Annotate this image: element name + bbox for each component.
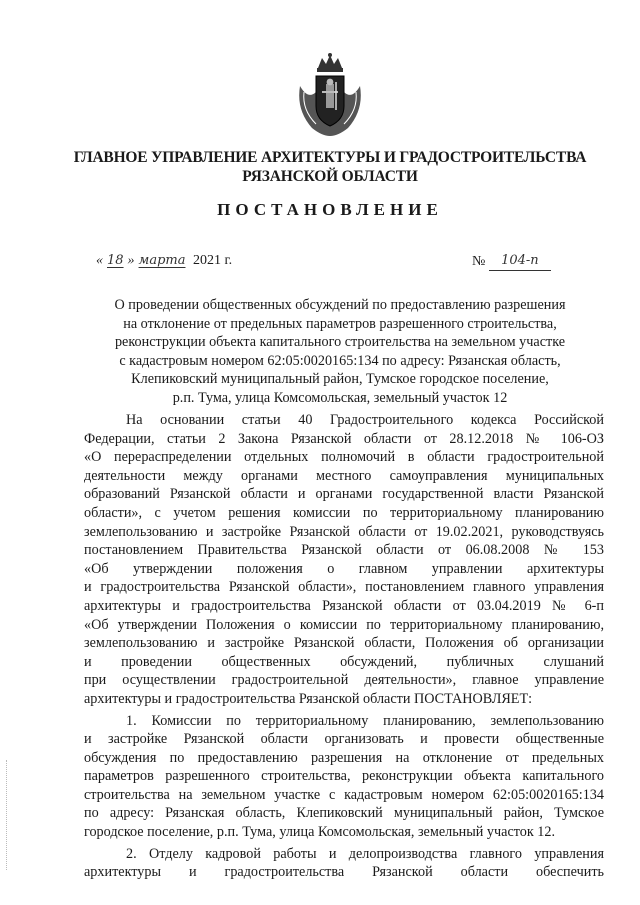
body-line: городское поселение, р.п. Тума, улица Комсомольская, земельный участок 12. bbox=[84, 824, 556, 841]
subject-line: на отклонение от предельных параметров разрешенного строительства, bbox=[123, 315, 557, 332]
body-line: Федерации, статьи 2 Закона Рязанской области от 28.12.2018 № 106-ОЗ bbox=[84, 430, 604, 447]
body-line: архитектуры и градостроительства Рязанской области обеспечить bbox=[84, 864, 604, 881]
document-body bbox=[84, 411, 604, 882]
number-handwritten: 104-п bbox=[501, 253, 539, 268]
body-line: параметров разрешенного строительства, реконструкции объекта капитального bbox=[84, 768, 604, 785]
document-title: ПОСТАНОВЛЕНИЕ bbox=[217, 200, 443, 219]
subject-line: реконструкции объекта капитального строительства на земельном участке bbox=[114, 334, 566, 351]
subject-line: О проведении общественных обсуждений по предоставлению разрешения bbox=[114, 297, 566, 313]
number-label: № bbox=[472, 254, 486, 269]
organization-name-line2: РЯЗАНСКОЙ ОБЛАСТИ bbox=[242, 168, 418, 185]
body-line: архитектуры и градостроительства Рязанской области от 03.04.2019 № 6-п bbox=[84, 597, 604, 614]
body-line: На основании статьи 40 Градостроительного кодекса Российской bbox=[126, 412, 604, 428]
body-line: и застройке Рязанской области организовать и провести общественные bbox=[84, 731, 604, 748]
subject-line: с кадастровым номером 62:05:0020165:134 по адресу: Рязанская область, bbox=[119, 352, 561, 369]
body-line: деятельности между органами местного самоуправления муниципальных bbox=[84, 467, 604, 484]
date-quote-open: « bbox=[96, 253, 103, 268]
body-line: и проведении общественных обсуждений, публичных слушаний bbox=[84, 653, 604, 670]
body-line: и градостроительства Рязанской области», постановлением главного управления bbox=[84, 579, 604, 596]
document-date bbox=[96, 252, 232, 270]
coat-of-arms-icon bbox=[292, 52, 368, 138]
body-line: «О перераспределении отдельных полномочий в области градостроительной bbox=[84, 449, 604, 466]
subject-line: Клепиковский муниципальный район, Тумское городское поселение, bbox=[131, 371, 549, 388]
organization-name-line1: ГЛАВНОЕ УПРАВЛЕНИЕ АРХИТЕКТУРЫ И ГРАДОСТРОИТЕЛЬСТВА bbox=[73, 149, 587, 166]
date-quote-close: » bbox=[127, 253, 135, 268]
scan-edge-mark bbox=[6, 760, 13, 870]
body-line: «Об утверждении положения о главном управлении архитектуры bbox=[84, 560, 604, 577]
body-line: архитектуры и градостроительства Рязанской области ПОСТАНОВЛЯЕТ: bbox=[84, 690, 533, 707]
document-subject bbox=[60, 296, 620, 408]
body-line: 2. Отделу кадровой работы и делопроизводства главного управления bbox=[126, 845, 604, 862]
body-line: 1. Комиссии по территориальному планированию, землепользованию bbox=[126, 712, 604, 729]
body-line: постановлением Правительства Рязанской области от 06.08.2008 № 153 bbox=[84, 542, 604, 559]
body-line: строительства на земельном участке с кадастровым номером 62:05:0020165:134 bbox=[84, 786, 604, 803]
date-year: 2021 г. bbox=[192, 253, 233, 268]
body-line: землепользованию и застройке Рязанской области, Положения об организации bbox=[84, 635, 604, 652]
body-line: области», с учетом решения комиссии по территориальному планированию bbox=[84, 504, 604, 521]
body-line: при осуществлении градостроительной деятельности», главное управление bbox=[84, 672, 604, 689]
body-line: «Об утверждении Положения о комиссии по территориальному планированию, bbox=[84, 616, 604, 633]
body-line: обсуждения по предоставлению разрешения на отклонение от предельных bbox=[84, 749, 604, 766]
document-number bbox=[472, 252, 551, 271]
date-day-handwritten: 18 bbox=[107, 253, 124, 268]
date-month-handwritten: марта bbox=[138, 253, 186, 268]
body-line: землепользованию и застройке Рязанской области от 19.02.2021, руководствуясь bbox=[84, 523, 604, 540]
body-line: по адресу: Рязанская область, Клепиковский муниципальный район, Тумское bbox=[84, 805, 604, 822]
body-line: образований Рязанской области и органами государственной власти Рязанской bbox=[84, 486, 604, 503]
subject-line: р.п. Тума, улица Комсомольская, земельный участок 12 bbox=[172, 389, 508, 406]
